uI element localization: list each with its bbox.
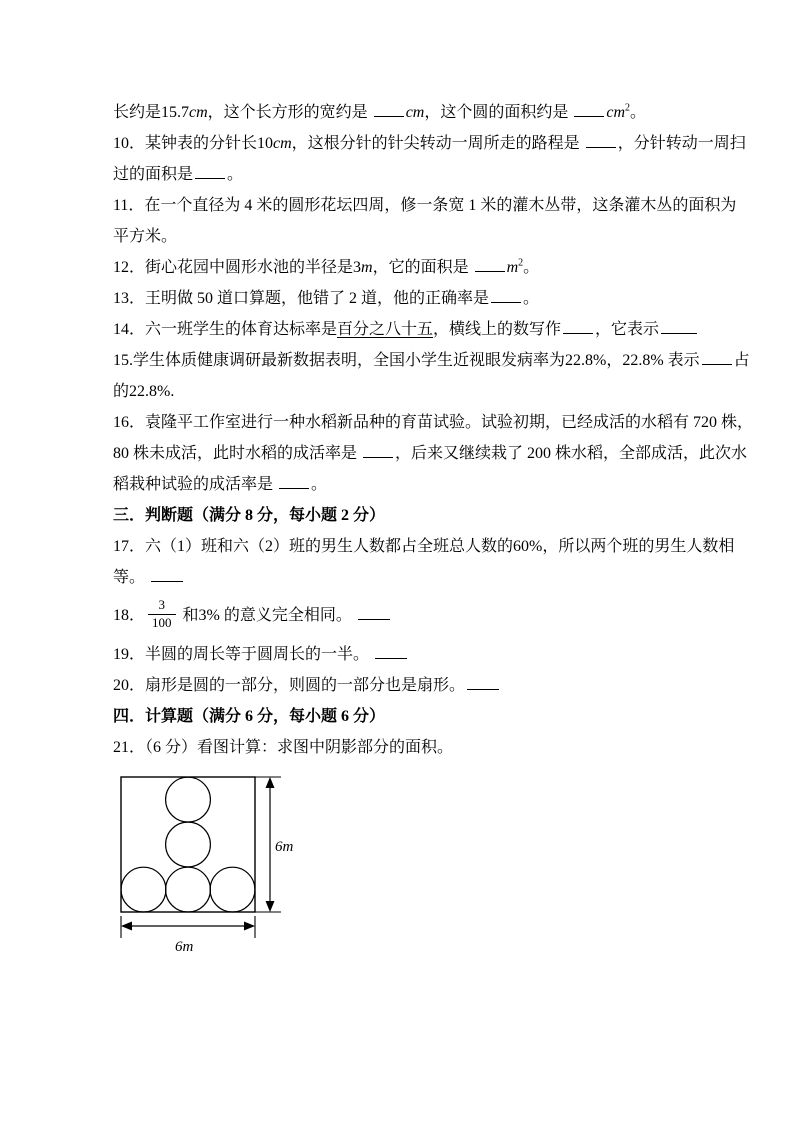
text-run: 14．六一班学生的体育达标率是 (113, 321, 338, 338)
question-21-figure (119, 775, 698, 962)
question-17-line-2 (113, 562, 698, 593)
width-dimension-arrow (121, 916, 255, 938)
section-4-header (113, 701, 698, 732)
text-run: 三．判断题（满分 8 分，每小题 2 分） (113, 507, 386, 524)
fraction-denominator: 100 (148, 614, 176, 631)
text-run: ，横线上的数写作 (433, 321, 562, 338)
question-13 (113, 283, 698, 314)
blank-underline (375, 643, 407, 659)
text-run: 平方米。 (113, 228, 178, 245)
question-17-line-1 (113, 531, 735, 562)
blank-underline (574, 101, 604, 117)
text-run: m (361, 259, 373, 276)
figure-circle-bottom-left (121, 867, 166, 912)
text-run: 等。 (113, 569, 150, 586)
blank-underline (491, 287, 521, 303)
height-dimension-label: 6m (275, 838, 294, 855)
text-run: 。 (523, 259, 540, 276)
figure-circle-bottom-middle (166, 867, 211, 912)
text-run: 。 (523, 290, 540, 307)
text-run: 的22.8%. (113, 383, 175, 400)
question-16-line-2 (113, 438, 748, 469)
text-run: 和3% 的意义完全相同。 (178, 607, 356, 625)
text-run: 16．袁隆平工作室进行一种水稻新品种的育苗试验。试验初期，已经成活的水稻有 720 株， (113, 414, 754, 431)
figure-svg (119, 775, 301, 957)
text-run: 。 (630, 104, 647, 121)
text-lines-container (113, 97, 754, 763)
question-21 (113, 732, 698, 763)
width-dimension-label: 6m (175, 938, 194, 955)
text-run: 12．街心花园中圆形水池的半径是3 (113, 259, 362, 276)
text-run: 21．（6 分）看图计算：求图中阴影部分的面积。 (113, 738, 454, 756)
text-run: ，分针转动一周扫 (617, 135, 746, 152)
question-16-line-3 (113, 469, 698, 500)
blank-underline (702, 349, 732, 365)
figure-circle-middle (166, 822, 211, 867)
text-run: ，这个长方形的宽约是 (207, 104, 372, 121)
text-run: m (506, 259, 519, 276)
question-14 (113, 314, 698, 345)
section-3-header (113, 500, 698, 531)
text-run: 占 (733, 352, 750, 369)
blank-underline (358, 604, 390, 620)
text-run: 四．计算题（满分 6 分，每小题 6 分） (113, 707, 386, 725)
text-run: ，这个圆的面积约是 (424, 104, 573, 121)
figure-circle-bottom-right (210, 867, 255, 912)
text-run: 。 (227, 166, 244, 183)
blank-underline (661, 318, 697, 334)
text-run: 2 (625, 102, 631, 114)
text-run: ，这根分针的针尖转动一周所走的路程是 (291, 135, 584, 152)
text-run: cm (606, 104, 626, 121)
text-run: ，它的面积是 (372, 259, 473, 276)
question-11-line-1 (113, 190, 737, 221)
text-run: cm (189, 104, 208, 121)
fraction (148, 598, 176, 631)
text-run: 17．六（1）班和六（2）班的男生人数都占全班总人数的60%，所以两个班的男生人数相 (113, 538, 735, 555)
blank-underline (467, 674, 499, 690)
question-19 (113, 639, 698, 670)
text-run: cm (405, 104, 425, 121)
figure-square (121, 777, 255, 912)
blank-underline (363, 442, 393, 458)
text-run: 10．某钟表的分针长10 (113, 135, 274, 152)
text-run: 18． (113, 607, 146, 625)
text-run: 过的面积是 (113, 166, 194, 183)
underlined-phrase: 百分之八十五 (337, 321, 434, 338)
text-run: 稻栽种试验的成活率是 (113, 476, 278, 493)
blank-underline (563, 318, 593, 334)
blank-underline (195, 163, 225, 179)
text-run: 2 (518, 257, 524, 269)
question-18 (113, 593, 698, 639)
question-15-line-2 (113, 376, 698, 407)
text-run: cm (273, 135, 292, 152)
text-run: 11．在一个直径为 4 米的圆形花坛四周，修一条宽 1 米的灌木丛带，这条灌木丛的面积为 (113, 197, 737, 214)
figure-circle-top (166, 777, 211, 822)
blank-underline (374, 101, 404, 117)
text-run: 长约是15.7 (113, 104, 190, 121)
question-16-line-1 (113, 407, 754, 438)
text-run: 15.学生体质健康调研最新数据表明，全国小学生近视眼发病率为22.8%，22.8% 表示 (113, 352, 700, 369)
question-11-line-2 (113, 221, 698, 252)
text-run: 19．半圆的周长等于圆周长的一半。 (113, 645, 374, 663)
question-9-continuation (113, 97, 698, 128)
text-run: 20．扇形是圆的一部分，则圆的一部分也是扇形。 (113, 676, 466, 694)
blank-underline (475, 256, 505, 272)
text-run: 。 (311, 476, 328, 493)
blank-underline (151, 566, 183, 582)
question-15-line-1 (113, 345, 750, 376)
blank-underline (279, 473, 309, 489)
blank-underline (586, 132, 616, 148)
question-12 (113, 252, 698, 283)
text-run: 13．王明做 50 道口算题，他错了 2 道，他的正确率是 (113, 290, 490, 307)
question-20 (113, 670, 698, 701)
question-10-line-2 (113, 159, 698, 190)
text-run: 80 株未成活，此时水稻的成活率是 (113, 445, 362, 462)
text-run: ，它表示 (595, 321, 660, 338)
fraction-numerator: 3 (158, 597, 166, 612)
question-10-line-1 (113, 128, 746, 159)
text-run: ，后来又继续栽了 200 株水稻，全部成活，此次水 (395, 445, 748, 462)
